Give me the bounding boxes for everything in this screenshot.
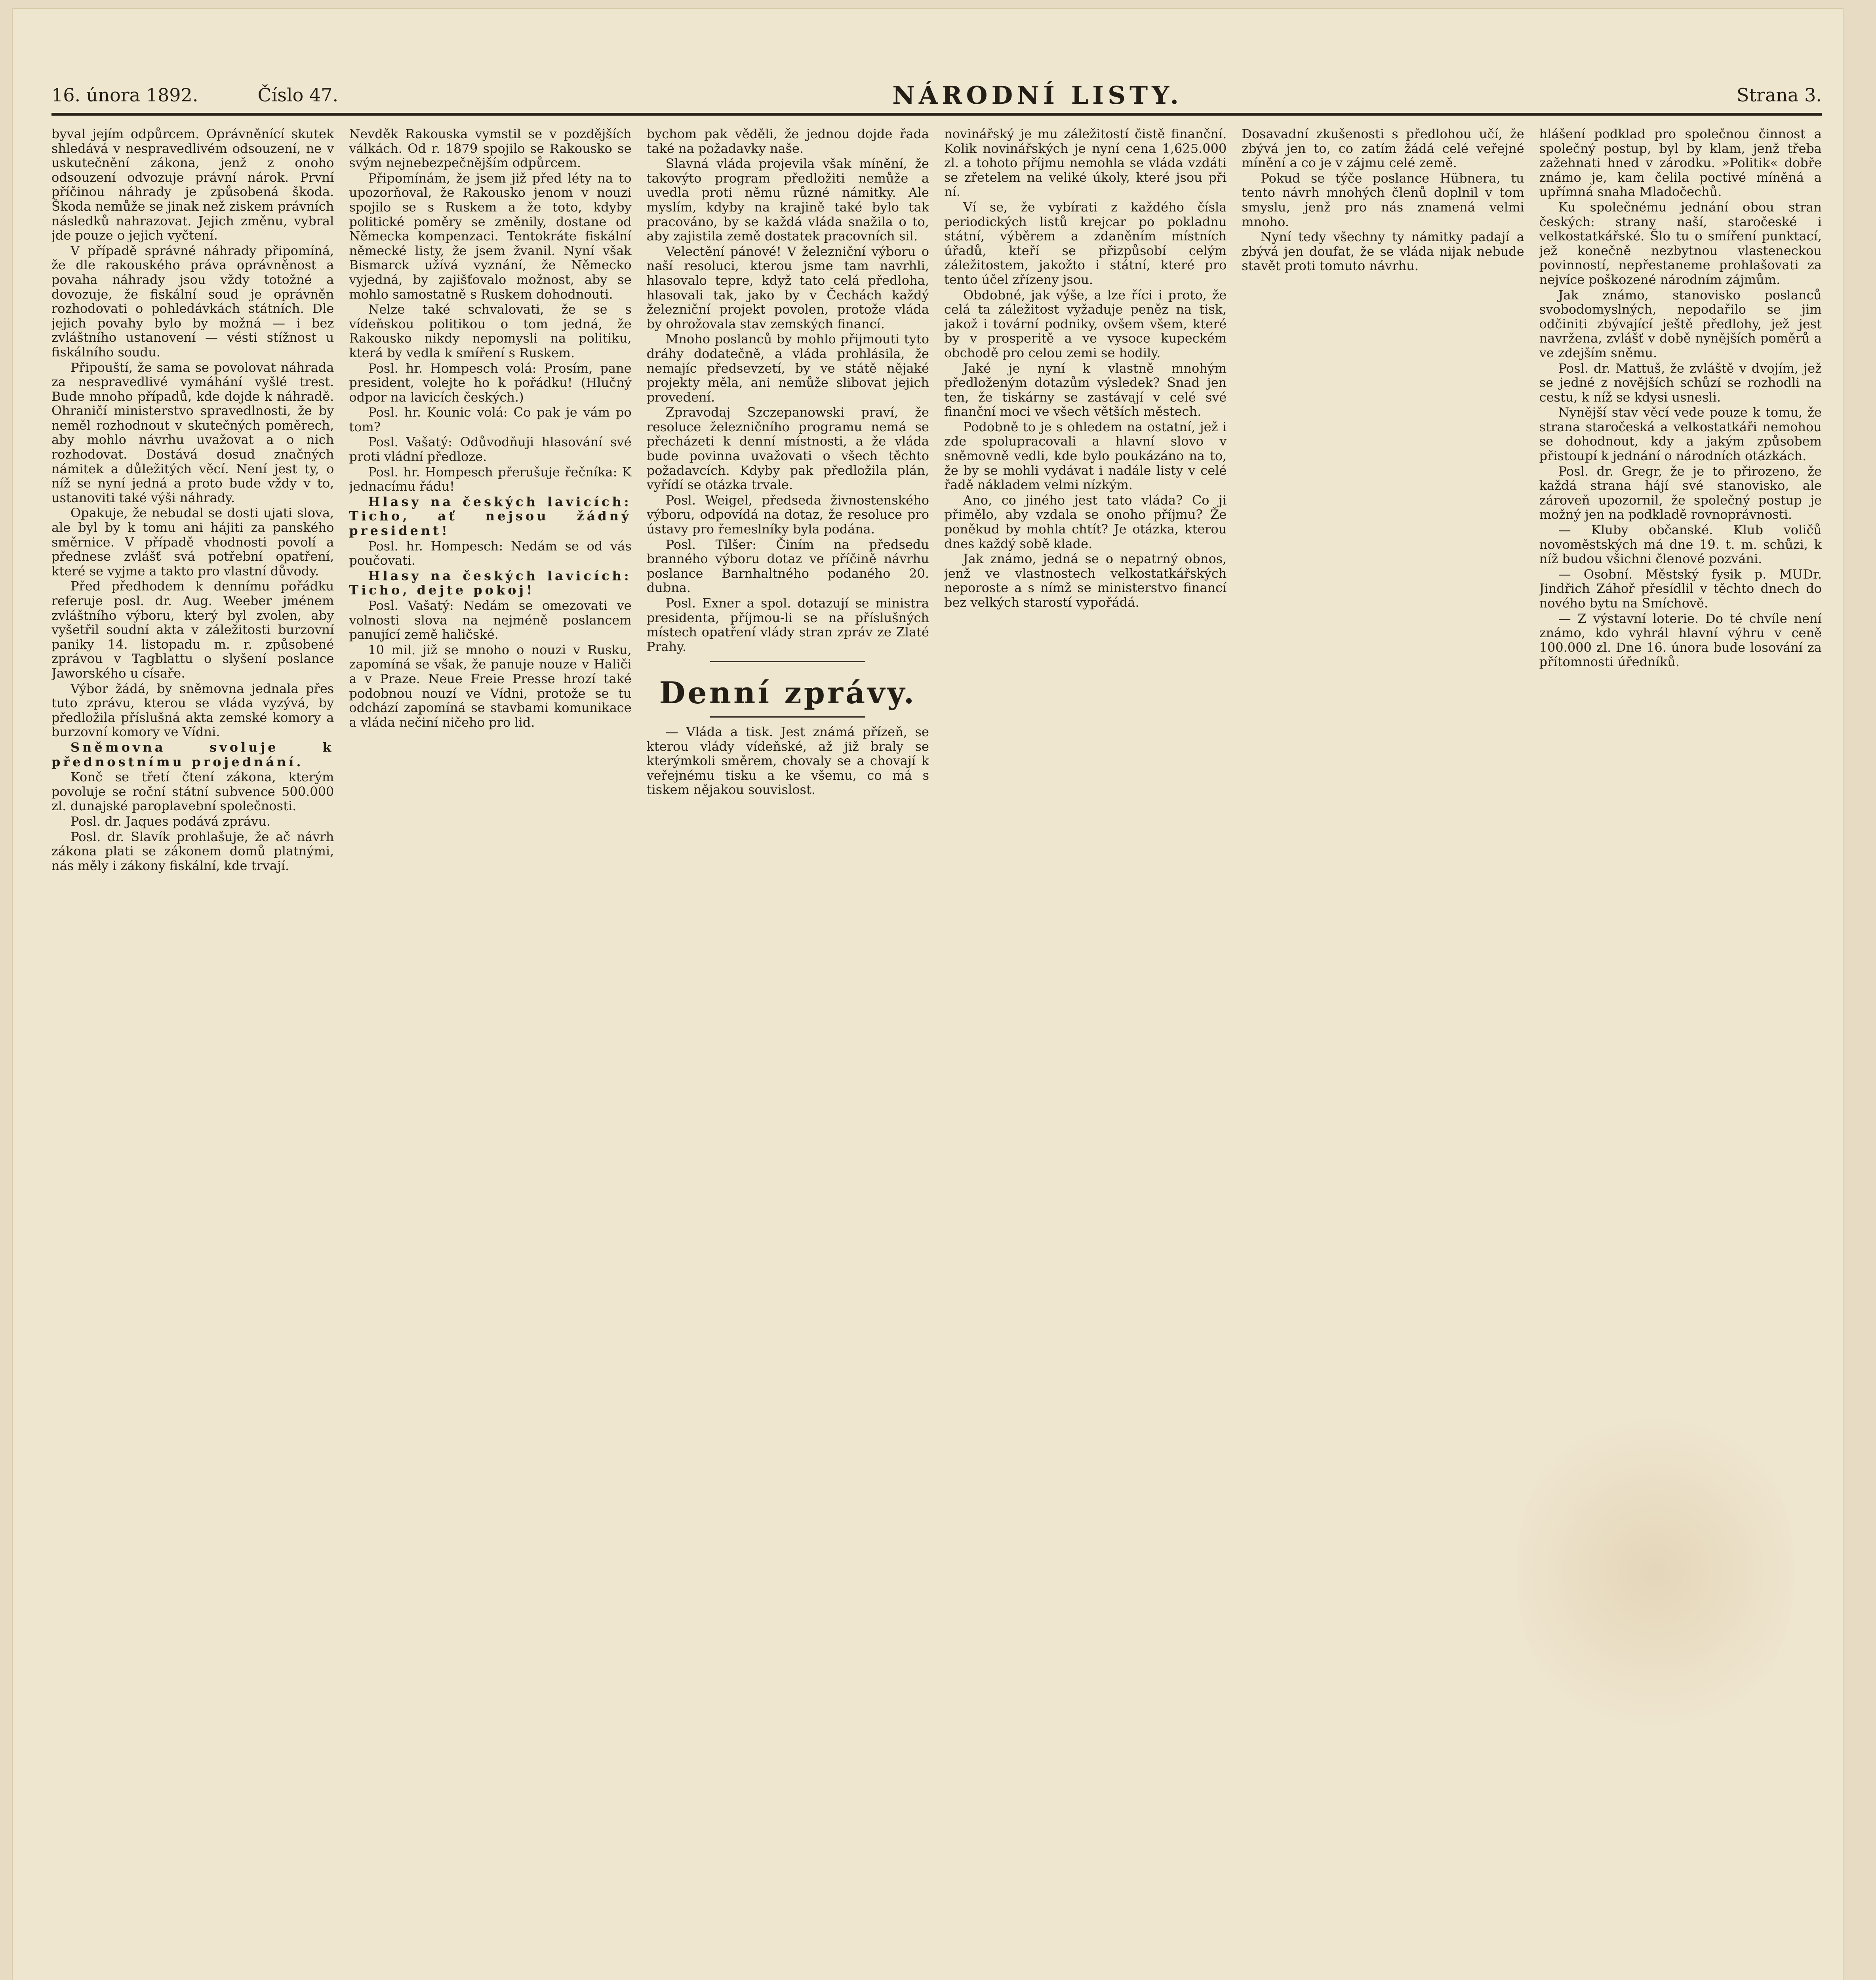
section-lead-paragraph: — Vláda a tisk. Jest známá přízeň, se kterou vlády vídeňské, až již braly se kterýmkoli směrem, chovaly se a chovají k veřejnému tisku a ke všemu, co má s tiskem nějakou souvislost. xyxy=(646,724,929,798)
column-4 xyxy=(944,127,1227,1980)
section-divider xyxy=(710,661,865,662)
paragraph: — Kluby občanské. Klub voličů novoměstských má dne 19. t. m. schůzi, k níž budou všichni členové pozváni. xyxy=(1539,522,1822,567)
column-5 xyxy=(1242,127,1524,1980)
newspaper-page xyxy=(12,8,1844,1980)
paragraph: 10 mil. již se mnoho o nouzi v Rusku, zapomíná se však, že panuje nouze v Haliči a v Praze. Neue Freie Presse hrozí také podobnou nouzí ve Vídni, protože se tu odchází zapomíná se stavbami komunikace a vláda nečiní ničeho pro lid. xyxy=(349,642,632,730)
paragraph: Jak známo, jedná se o nepatrný obnos, jenž ve vlastnostech velkostatkářských neporoste a s nímž se ministerstvo financí bez velkých starostí vypořádá. xyxy=(944,551,1227,610)
paragraph: bychom pak věděli, že jednou dojde řada také na požadavky naše. xyxy=(646,127,929,156)
paragraph: Hlasy na českých lavicích: Ticho, ať nejsou žádný president! xyxy=(349,494,632,539)
paragraph: Posl. dr. Slavík prohlašuje, že ač návrh zákona plati se zákonem domů platnými, nás měly i zákony fiskální, kde trvají. xyxy=(51,829,334,873)
paragraph: Posl. Weigel, předseda živnostenského výboru, odpovídá na dotaz, že resoluce pro ústavy pro řemeslníky byla podána. xyxy=(646,492,929,537)
section-divider xyxy=(710,716,865,718)
paragraph: Nevděk Rakouska vymstil se v pozdějších válkách. Od r. 1879 spojilo se Rakousko se svým nejnebezpečnějším odpůrcem. xyxy=(349,127,632,171)
paragraph: Sněmovna svoluje k přednostnímu projednání. xyxy=(51,739,334,769)
paragraph: Posl. Vašatý: Odůvodňuji hlasování své proti vládní předloze. xyxy=(349,434,632,465)
issue-number: Číslo 47. xyxy=(257,84,339,106)
column-6 xyxy=(1539,127,1822,1980)
paragraph: Nyní tedy všechny ty námitky padají a zbývá jen doufat, že se vláda nijak nebude stavět proti tomuto návrhu. xyxy=(1242,229,1524,274)
page-header xyxy=(51,77,1822,113)
paragraph: Před předhodem k dennímu pořádku referuje posl. dr. Aug. Weeber jménem zvláštního výboru, který byl zvolen, aby vyšetřil soudní akta v záležitosti burzovní paniky 14. listopadu m. r. způsobené zprávou v Tagblattu o slyšení poslance Jaworského u císaře. xyxy=(51,579,334,681)
header-rule xyxy=(51,113,1822,116)
paragraph: Dosavadní zkušenosti s předlohou učí, že zbývá jen to, co zatím žádá celé veřejné mínění a co je v zájmu celé země. xyxy=(1242,127,1524,171)
paragraph: novinářský je mu záležitostí čistě finanční. Kolik novinářských je nyní cena 1,625.000 zl. a tohoto příjmu nemohla se vláda vzdáti se zřetelem na veliké úkoly, které jsou při ní. xyxy=(944,127,1227,200)
page-number: Strana 3. xyxy=(1737,84,1822,106)
paragraph: Velectění pánové! V železniční výboru o naší resoluci, kterou jsme tam navrhli, hlasovalo tepre, když tato celá předloha, hlasovali tak, jako by v Čechách každý železniční projekt povolen, protože vláda by ohrožovala stav zemských financí. xyxy=(646,244,929,331)
paragraph: Opakuje, že nebudal se dosti ujati slova, ale byl by k tomu ani hájiti za panského směrnice. V případě vhodnosti povolí a přednese zvlášť svá potřební opatření, které se vyjme a takto pro vlastní důvody. xyxy=(51,505,334,579)
paragraph: V případě správné náhrady připomíná, že dle rakouského práva oprávněnost a povaha náhrady jsou vždy totožné a dovozuje, že fiskální soud je oprávněn rozhodovati o pohledávkách státních. Dle jejich povahy bylo by možná — i bez zvláštního ustanovení — vésti stížnost u fiskálního soudu. xyxy=(51,243,334,360)
paragraph: Posl. Exner a spol. dotazují se ministra presidenta, příjmou-li se na příslušných místech opatření vlády stran zpráv ze Zlaté Prahy. xyxy=(646,596,929,654)
paragraph: Jak známo, stanovisko poslanců svobodomyslných, nepodařilo se jim odčiniti zbývající ještě předlohy, jež jest navržena, zvlášť v době nynějších poměrů a ve zdejším sněmu. xyxy=(1539,287,1822,360)
paragraph: Posl. Vašatý: Nedám se omezovati ve volnosti slova na nejméně poslancem panující země haličské. xyxy=(349,598,632,642)
column-1 xyxy=(51,127,334,1980)
paragraph: Pokud se týče poslance Hübnera, tu tento návrh mnohých členů doplnil v tom smyslu, jenž pro nás znamená velmi mnoho. xyxy=(1242,170,1524,229)
paragraph: Posl. dr. Mattuš, že zvláště v dvojím, jež se jedné z novějších schůzí se rozhodli na cestu, k níž se kdysi usnesli. xyxy=(1539,360,1822,405)
paragraph: Ví se, že vybírati z každého čísla periodických listů krejcar po pokladnu státní, výběrem a zdaněním místních úřadů, kteří se přizpůsobí celým záležitostem, jakožto i státní, které pro tento účel zřízeny jsou. xyxy=(944,199,1227,287)
paragraph: — Z výstavní loterie. Do té chvíle není známo, kdo vyhrál hlavní výhru v ceně 100.000 zl. Dne 16. února bude losování za přítomnosti úředníků. xyxy=(1539,611,1822,670)
paragraph: Konč se třetí čtení zákona, kterým povoluje se roční státní subvence 500.000 zl. dunajské paroplavební společnosti. xyxy=(51,769,334,814)
paragraph: Podobně to je s ohledem na ostatní, jež i zde spolupracovali a hlavní slovo v sněmovně vedli, kde bylo poukázáno na to, že by se mohli vydávat i nadále listy v celé řadě nákladem velmi nízkým. xyxy=(944,419,1227,493)
column-2 xyxy=(349,127,631,1980)
paragraph: Výbor žádá, by sněmovna jednala přes tuto zprávu, kterou se vláda vyzývá, by předložila příslušná akta zemské komory a burzovní komory ve Vídni. xyxy=(51,681,334,740)
newspaper-title: NÁRODNÍ LISTY. xyxy=(892,80,1183,110)
paragraph: Ano, co jiného jest tato vláda? Co ji přimělo, aby vzdala se onoho příjmu? Že poněkud by mohla chtít? Je otázka, kterou dnes každý sobě klade. xyxy=(944,492,1227,551)
paragraph: Posl. hr. Kounic volá: Co pak je vám po tom? xyxy=(349,405,632,434)
paragraph: Posl. hr. Hompesch přerušuje řečníka: K jednacímu řádu! xyxy=(349,464,632,494)
paragraph: hlášení podklad pro společnou činnost a společný postup, byl by klam, jenž třeba zažehnati hned v zárodku. »Politik« dobře známo je, kam čelila poctivé míněná a upřímná snaha Mladočechů. xyxy=(1539,127,1822,200)
paragraph: Posl. hr. Hompesch volá: Prosím, pane president, volejte ho k pořádku! (Hlučný odpor na lavicích českých.) xyxy=(349,360,632,405)
paragraph: Mnoho poslanců by mohlo přijmouti tyto dráhy dodatečně, a vláda prohlásila, že nemajíc předsevzetí, by ve státě nějaké projekty měla, ani nemůže slibovat jejich provedení. xyxy=(646,331,929,405)
paragraph: Posl. dr. Gregr, že je to přirozeno, že každá strana hájí své stanovisko, ale zároveň upozornil, že společný postup je možný jen na podkladě rovnoprávnosti. xyxy=(1539,463,1822,522)
section-heading: Denní zprávy. xyxy=(659,675,917,711)
paragraph: byval jejím odpůrcem. Oprávněnící skutek shledává v nespravedlivém odsouzení, ne v uskutečnění zákona, jenž z onoho odsouzení odvozuje právní nárok. První příčinou náhrady je způsobená škoda. Škoda nemůže se jinak než ziskem právních následků nahrazovat. Jejich změnu, vybral jde pouze o jejich vyčtení. xyxy=(51,127,334,243)
paragraph: Ku společnému jednání obou stran českých: strany naší, staročeské i velkostatkářské. Šlo tu o smíření punktací, jež konečně nezbytnou vlasteneckou povinností, nepřestaneme prohlašovati za nejvíce poškozené národním zájmům. xyxy=(1539,199,1822,287)
paragraph: Posl. Tilšer: Činím na předsedu branného výboru dotaz ve příčině návrhu poslance Barnhaltného podaného 20. dubna. xyxy=(646,537,929,596)
paragraph: Hlasy na českých lavicích: Ticho, dejte pokoj! xyxy=(349,568,632,598)
issue-date: 16. února 1892. xyxy=(51,84,198,106)
paragraph: Zpravodaj Szczepanowski praví, že resoluce železničního programu nemá se přecházeti k denní místnosti, a že vláda bude povinna uvažovati o všech těchto požadavcích. Kdyby pak předložila plán, vyřídí se otázka trvale. xyxy=(646,405,929,493)
paragraph: Nynější stav věcí vede pouze k tomu, že strana staročeská a velkostatkáři nemohou se dohodnout, kdy a jakým způsobem přistoupí k jednání o národních otázkách. xyxy=(1539,405,1822,464)
paragraph: Připomínám, že jsem již před léty na to upozorňoval, že Rakousko jenom v nouzi spojilo se s Ruskem a že toto, kdyby politické poměry se změnily, dostane od Německa kompenzaci. Tentokráte fiskální německé listy, že jsem žvanil. Nyní však Bismarck užívá vyznání, že Německo vyjedná, by zajišťovalo možnost, aby se mohlo samostatně s Ruskem dohodnouti. xyxy=(349,170,632,302)
paragraph: Nelze také schvalovati, že se s vídeňskou politikou o tom jedná, že Rakousko nikdy nepomysli na politiku, která by vedla k smíření s Ruskem. xyxy=(349,302,632,360)
header-left xyxy=(51,84,338,106)
paragraph: Obdobné, jak výše, a lze říci i proto, že celá ta záležitost vyžaduje peněz na tisk, jakož i tovární podniky, ovšem všem, které by v prosperitě a ve vysoce kupeckém obchodě pro celou zemi se hodily. xyxy=(944,287,1227,360)
paragraph: Jaké je nyní k vlastně mnohým předloženým dotazům výsledek? Snad jen ten, že tiskárny se zastávají v celé své finanční moci ve všech větších městech. xyxy=(944,360,1227,419)
paragraph: Slavná vláda projevila však mínění, že takovýto program předložiti nemůže a uvedla proti němu různé námitky. Ale myslím, kdyby na krajině také bylo tak pracováno, by se každá vláda snažila o to, aby zajistila země dostatek pracovních sil. xyxy=(646,156,929,244)
paragraph: Posl. hr. Hompesch: Nedám se od vás poučovati. xyxy=(349,538,632,568)
column-3 xyxy=(647,127,929,1980)
paragraph: — Osobní. Městský fysik p. MUDr. Jindřich Záhoř přesídlil v těchto dnech do nového bytu na Smíchově. xyxy=(1539,566,1822,611)
paragraph: Posl. dr. Jaques podává zprávu. xyxy=(70,813,270,829)
text-columns xyxy=(51,127,1822,1980)
paragraph: Připouští, že sama se povolovat náhrada za nespravedlivé vymáhání vyšlé trest. Bude mnoho případů, kde dojde k náhradě. Ohraničí ministerstvo spravedlnosti, že by neměl rozhodnout v skutečných poměrech, aby mohlo návrhu uvažovat a o nich rozhodovat. Dostává dosud značných námitek a důležitých věcí. Není jest ty, o níž se nyní jedná a proto bude vždy v to, ustanoviti také výši náhrady. xyxy=(51,360,334,505)
